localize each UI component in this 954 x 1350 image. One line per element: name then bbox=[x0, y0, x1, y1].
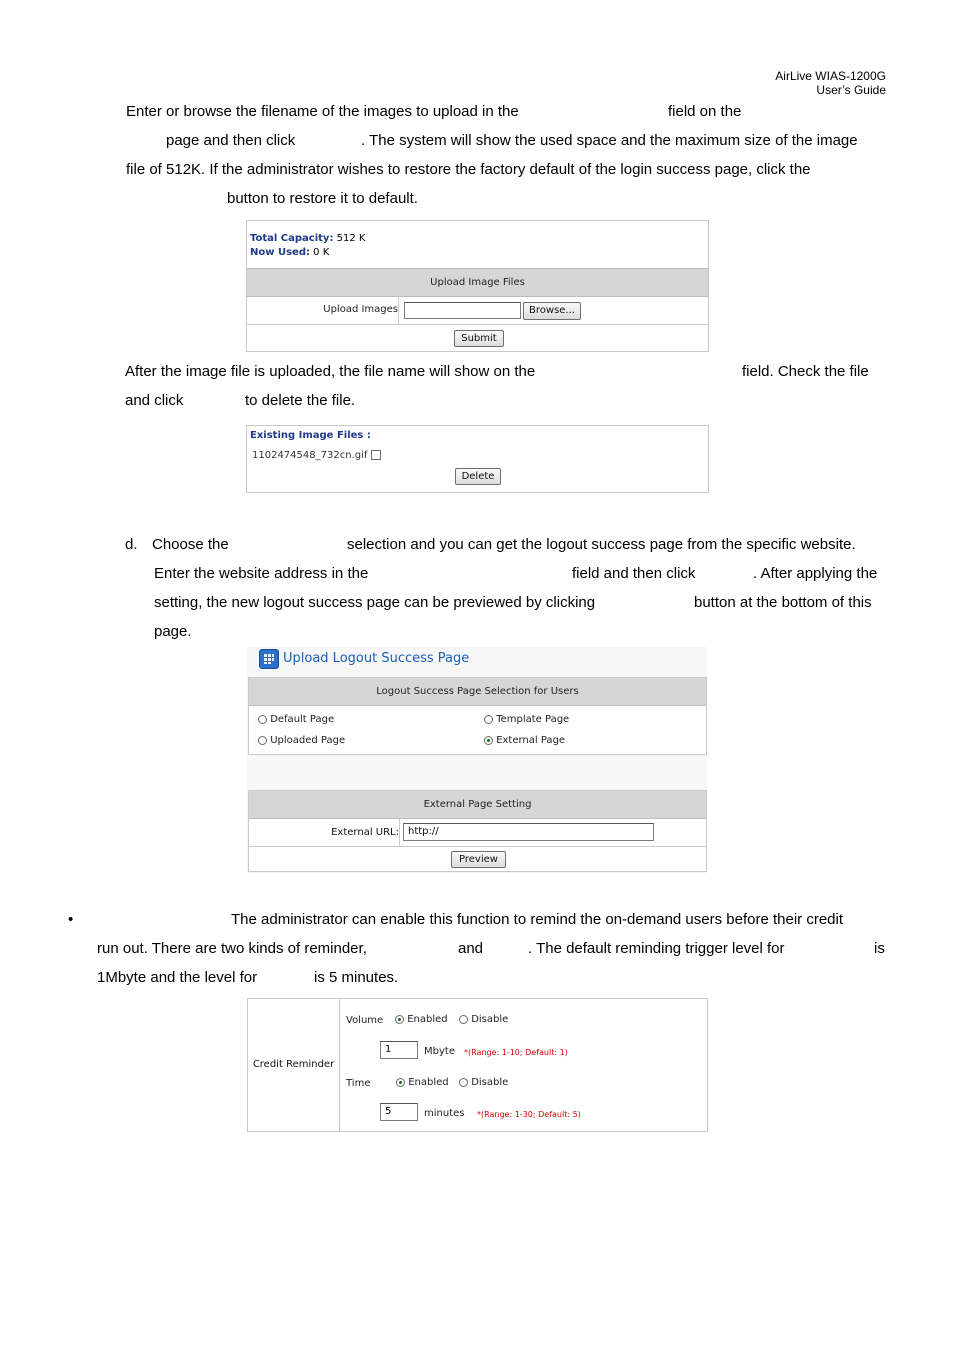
now-used-label: Now Used: bbox=[250, 247, 310, 258]
upload-section-title: Upload Image Files bbox=[247, 268, 708, 297]
option-template[interactable]: Template Page bbox=[484, 714, 569, 725]
external-radio[interactable] bbox=[484, 736, 493, 745]
d-line2c: . After applying the bbox=[753, 565, 878, 582]
d-line2a: Enter the website address in the bbox=[154, 565, 369, 582]
d-line2b: field and then click bbox=[572, 565, 696, 582]
p2-line2a: and click bbox=[125, 392, 184, 409]
time-unit: minutes bbox=[424, 1108, 465, 1119]
upload-image-panel bbox=[246, 220, 709, 352]
default-radio[interactable] bbox=[258, 715, 267, 724]
p1-line1: Enter or browse the filename of the images to upload in the bbox=[126, 103, 519, 120]
volume-enabled-option[interactable]: Enabled bbox=[395, 1014, 448, 1025]
external-setting-title: External Page Setting bbox=[249, 791, 706, 819]
option-external[interactable]: External Page bbox=[484, 735, 565, 746]
header-product: AirLive WIAS-1200G bbox=[775, 69, 886, 83]
template-radio[interactable] bbox=[484, 715, 493, 724]
upload-file-input[interactable] bbox=[404, 302, 521, 319]
d-marker: d. bbox=[125, 536, 138, 553]
p2-line2b: to delete the file. bbox=[245, 392, 356, 409]
volume-label: Volume bbox=[346, 1015, 384, 1026]
d-line4: page. bbox=[154, 623, 192, 640]
page-icon bbox=[259, 649, 279, 669]
delete-button[interactable]: Delete bbox=[455, 468, 501, 485]
credit-reminder-label: Credit Reminder bbox=[248, 999, 340, 1131]
p2-line1b: field. Check the file bbox=[742, 363, 869, 380]
file-checkbox[interactable] bbox=[371, 450, 381, 460]
url-row bbox=[249, 819, 706, 847]
browse-button[interactable]: Browse... bbox=[523, 302, 581, 320]
selection-box bbox=[248, 677, 707, 755]
p1-line2b: . The system will show the used space and the maximum size of the image bbox=[361, 132, 858, 149]
bullet-line3a: 1Mbyte and the level for bbox=[97, 969, 258, 986]
bullet-line3b: is 5 minutes. bbox=[314, 969, 399, 986]
total-capacity-label: Total Capacity: bbox=[250, 233, 334, 244]
volume-enabled-radio[interactable] bbox=[395, 1015, 404, 1024]
time-enabled-option[interactable]: Enabled bbox=[396, 1077, 449, 1088]
uploaded-radio[interactable] bbox=[258, 736, 267, 745]
external-url-input[interactable]: http:// bbox=[403, 823, 654, 841]
option-default[interactable]: Default Page bbox=[258, 714, 334, 725]
volume-unit: Mbyte bbox=[424, 1046, 455, 1057]
existing-file-name: 1102474548_732cn.gif bbox=[252, 450, 368, 461]
external-url-label: External URL: bbox=[249, 819, 400, 846]
time-hint: *(Range: 1-30; Default: 5) bbox=[477, 1110, 581, 1119]
now-used-value: 0 K bbox=[313, 247, 330, 258]
option-uploaded[interactable]: Uploaded Page bbox=[258, 735, 345, 746]
d-line3b: button at the bottom of this bbox=[694, 594, 872, 611]
d-line1a: Choose the bbox=[152, 536, 229, 553]
upload-row bbox=[247, 296, 708, 325]
p1-line1b: field on the bbox=[668, 103, 742, 120]
external-setting-box bbox=[248, 790, 707, 872]
header-guide: User’s Guide bbox=[816, 83, 886, 97]
bullet-line2d: is bbox=[874, 940, 885, 957]
bullet-line2b: and bbox=[458, 940, 484, 957]
bullet-line1: The administrator can enable this function to remind the on-demand users before their credit bbox=[231, 911, 843, 928]
time-disable-radio[interactable] bbox=[459, 1078, 468, 1087]
volume-disable-option[interactable]: Disable bbox=[459, 1014, 508, 1025]
page-title: Upload Logout Success Page bbox=[283, 651, 470, 666]
existing-files-title: Existing Image Files : bbox=[250, 430, 371, 441]
submit-button[interactable]: Submit bbox=[454, 330, 504, 347]
selection-title: Logout Success Page Selection for Users bbox=[249, 678, 706, 706]
upload-images-label: Upload Images bbox=[247, 296, 399, 324]
time-enabled-radio[interactable] bbox=[396, 1078, 405, 1087]
capacity-info bbox=[250, 232, 365, 260]
volume-disable-radio[interactable] bbox=[459, 1015, 468, 1024]
time-label: Time bbox=[346, 1078, 371, 1089]
logout-page-panel bbox=[247, 647, 707, 873]
p1-line2a: page and then click bbox=[166, 132, 296, 149]
d-line3a: setting, the new logout success page can be previewed by clicking bbox=[154, 594, 596, 611]
bullet-line2c: . The default reminding trigger level for bbox=[528, 940, 785, 957]
total-capacity-value: 512 K bbox=[336, 233, 366, 244]
bullet-marker: • bbox=[68, 911, 74, 928]
credit-reminder-panel bbox=[247, 998, 708, 1132]
preview-button[interactable]: Preview bbox=[451, 851, 506, 868]
p2-line1a: After the image file is uploaded, the file name will show on the bbox=[125, 363, 536, 380]
time-input[interactable]: 5 bbox=[380, 1103, 418, 1121]
p1-line4: button to restore it to default. bbox=[227, 190, 418, 207]
volume-input[interactable]: 1 bbox=[380, 1041, 418, 1059]
volume-hint: *(Range: 1-10; Default: 1) bbox=[464, 1048, 568, 1057]
d-line1b: selection and you can get the logout success page from the specific website. bbox=[347, 536, 856, 553]
document-header bbox=[775, 69, 886, 97]
p1-line3: file of 512K. If the administrator wishes to restore the factory default of the login success page, click the bbox=[126, 161, 811, 178]
time-disable-option[interactable]: Disable bbox=[459, 1077, 508, 1088]
existing-files-panel bbox=[246, 425, 709, 493]
bullet-line2a: run out. There are two kinds of reminder, bbox=[97, 940, 367, 957]
